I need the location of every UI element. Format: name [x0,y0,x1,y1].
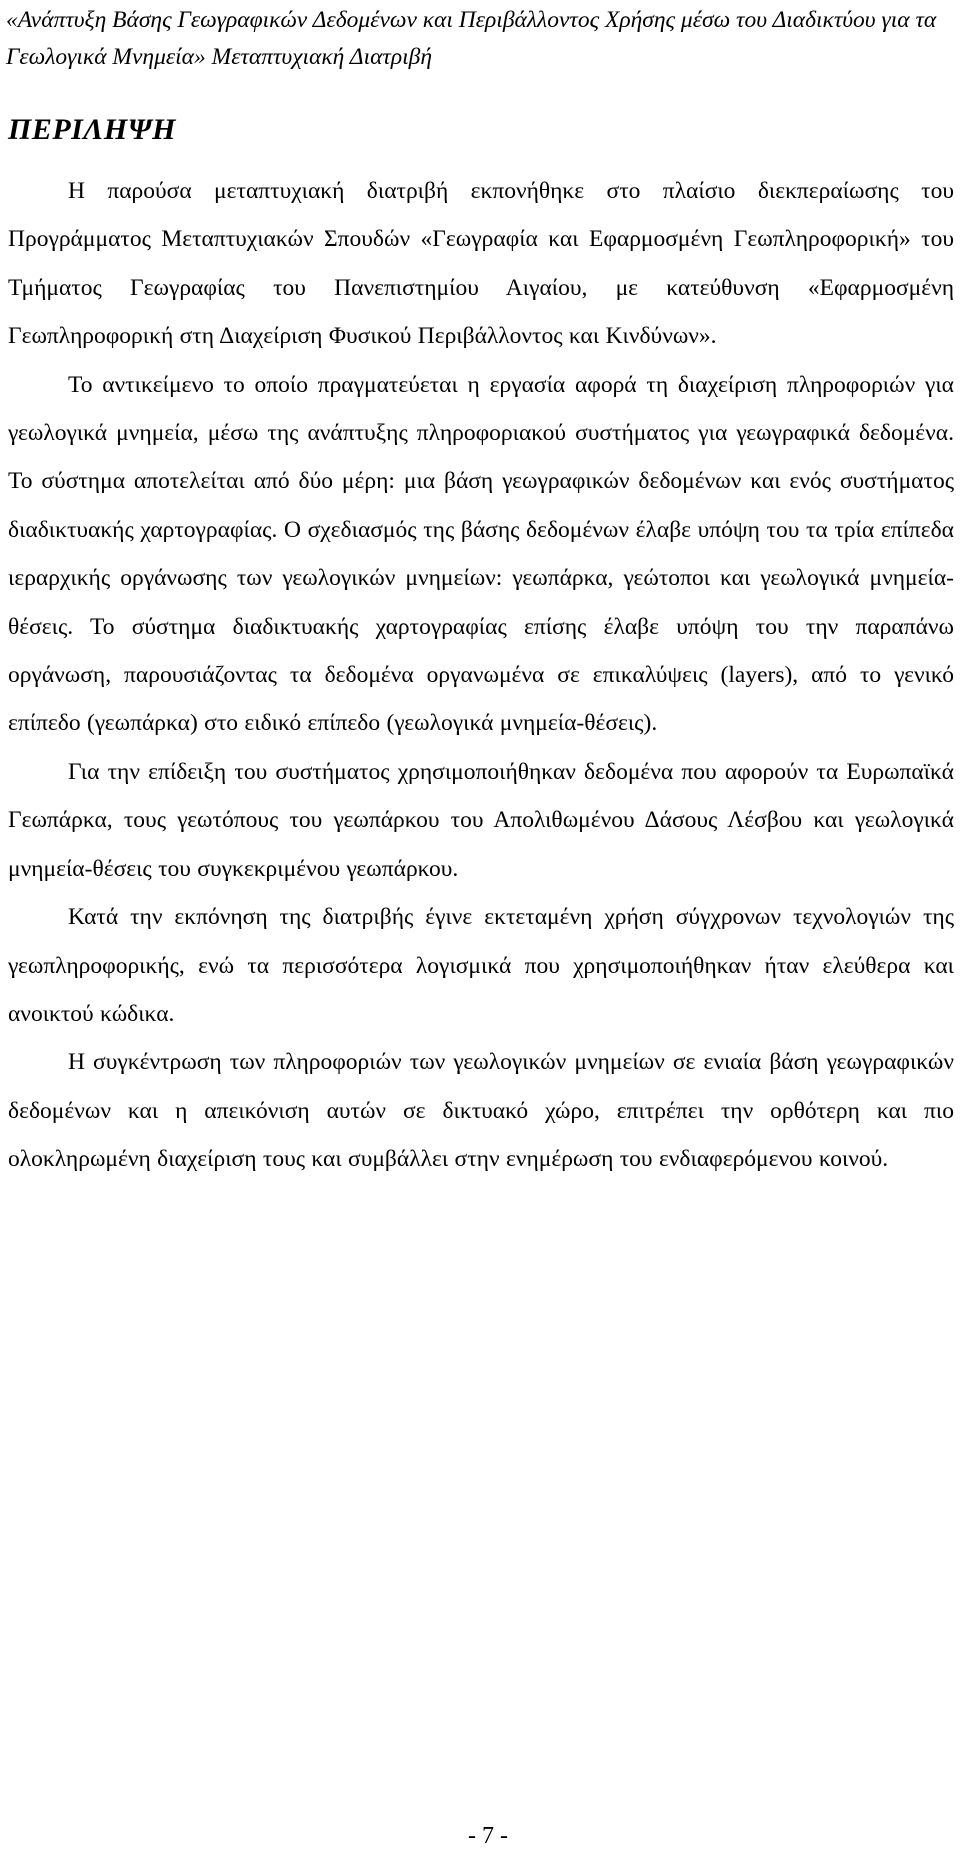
paragraph: Η συγκέντρωση των πληροφοριών των γεωλογικών μνημείων σε ενιαία βάση γεωγραφικών δεδομένων και η απεικόνιση αυτών σε δικτυακό χώρο, επιτρέπει την ορθότερη και πιο ολοκληρωμένη διαχείριση τους και συμβάλλει στην ενημέρωση του ενδιαφερόμενου κοινού. [8,1049,954,1173]
paragraph: Η παρούσα μεταπτυχιακή διατριβή εκπονήθηκε στο πλαίσιο διεκπεραίωσης του Προγράμματος Μεταπτυχιακών Σπουδών «Γεωγραφία και Εφαρμοσμένη Γεωπληροφορική» του Τμήματος Γεωγραφίας του Πανεπιστημίου Αιγαίου, με κατεύθυνση «Εφαρμοσμένη Γεωπληροφορική στη Διαχείριση Φυσικού Περιβάλλοντος και Κινδύνων». [8,178,954,350]
abstract-body [8,167,954,1184]
running-header: «Ανάπτυξη Βάσης Γεωγραφικών Δεδομένων και Περιβάλλοντος Χρήσης μέσω του Διαδικτύου για τα Γεωλογικά Μνημεία» Μεταπτυχιακή Διατριβή [6,7,937,70]
paragraph: Κατά την εκπόνηση της διατριβής έγινε εκτεταμένη χρήση σύγχρονων τεχνολογιών της γεωπληροφορικής, ενώ τα περισσότερα λογισμικά που χρησιμοποιήθηκαν ήταν ελεύθερα και ανοικτού κώδικα. [8,904,954,1027]
page-number: - 7 - [468,1823,508,1849]
paragraph: Το αντικείμενο το οποίο πραγματεύεται η εργασία αφορά τη διαχείριση πληροφοριών για γεωλογικά μνημεία, μέσω της ανάπτυξης πληροφοριακού συστήματος για γεωγραφικά δεδομένα. Το σύστημα αποτελείται από δύο μέρη: μια βάση γεωγραφικών δεδομένων και ενός συστήματος διαδικτυακής χαρτογραφίας. Ο σχεδιασμός της βάσης δεδομένων έλαβε υπόψη του τα τρία επίπεδα ιεραρχικής οργάνωσης των γεωλογικών μνημείων: γεωπάρκα, γεώτοποι και γεωλογικά μνημεία-θέσεις. Το σύστημα διαδικτυακής χαρτογραφίας επίσης έλαβε υπόψη του την παραπάνω οργάνωση, παρουσιάζοντας τα δεδομένα οργανωμένα σε επικαλύψεις (layers), από το γενικό επίπεδο (γεωπάρκα) στο ειδικό επίπεδο (γεωλογικά μνημεία-θέσεις). [8,371,954,737]
page-footer [0,1820,960,1852]
paragraph: Για την επίδειξη του συστήματος χρησιμοποιήθηκαν δεδομένα που αφορούν τα Ευρωπαϊκά Γεωπάρκα, τους γεωτόπους του γεωπάρκου του Απολιθωμένου Δάσους Λέσβου και γεωλογικά μνημεία-θέσεις του συγκεκριμένου γεωπάρκου. [8,758,954,882]
section-title: ΠΕΡΙΛΗΨΗ [8,113,177,146]
